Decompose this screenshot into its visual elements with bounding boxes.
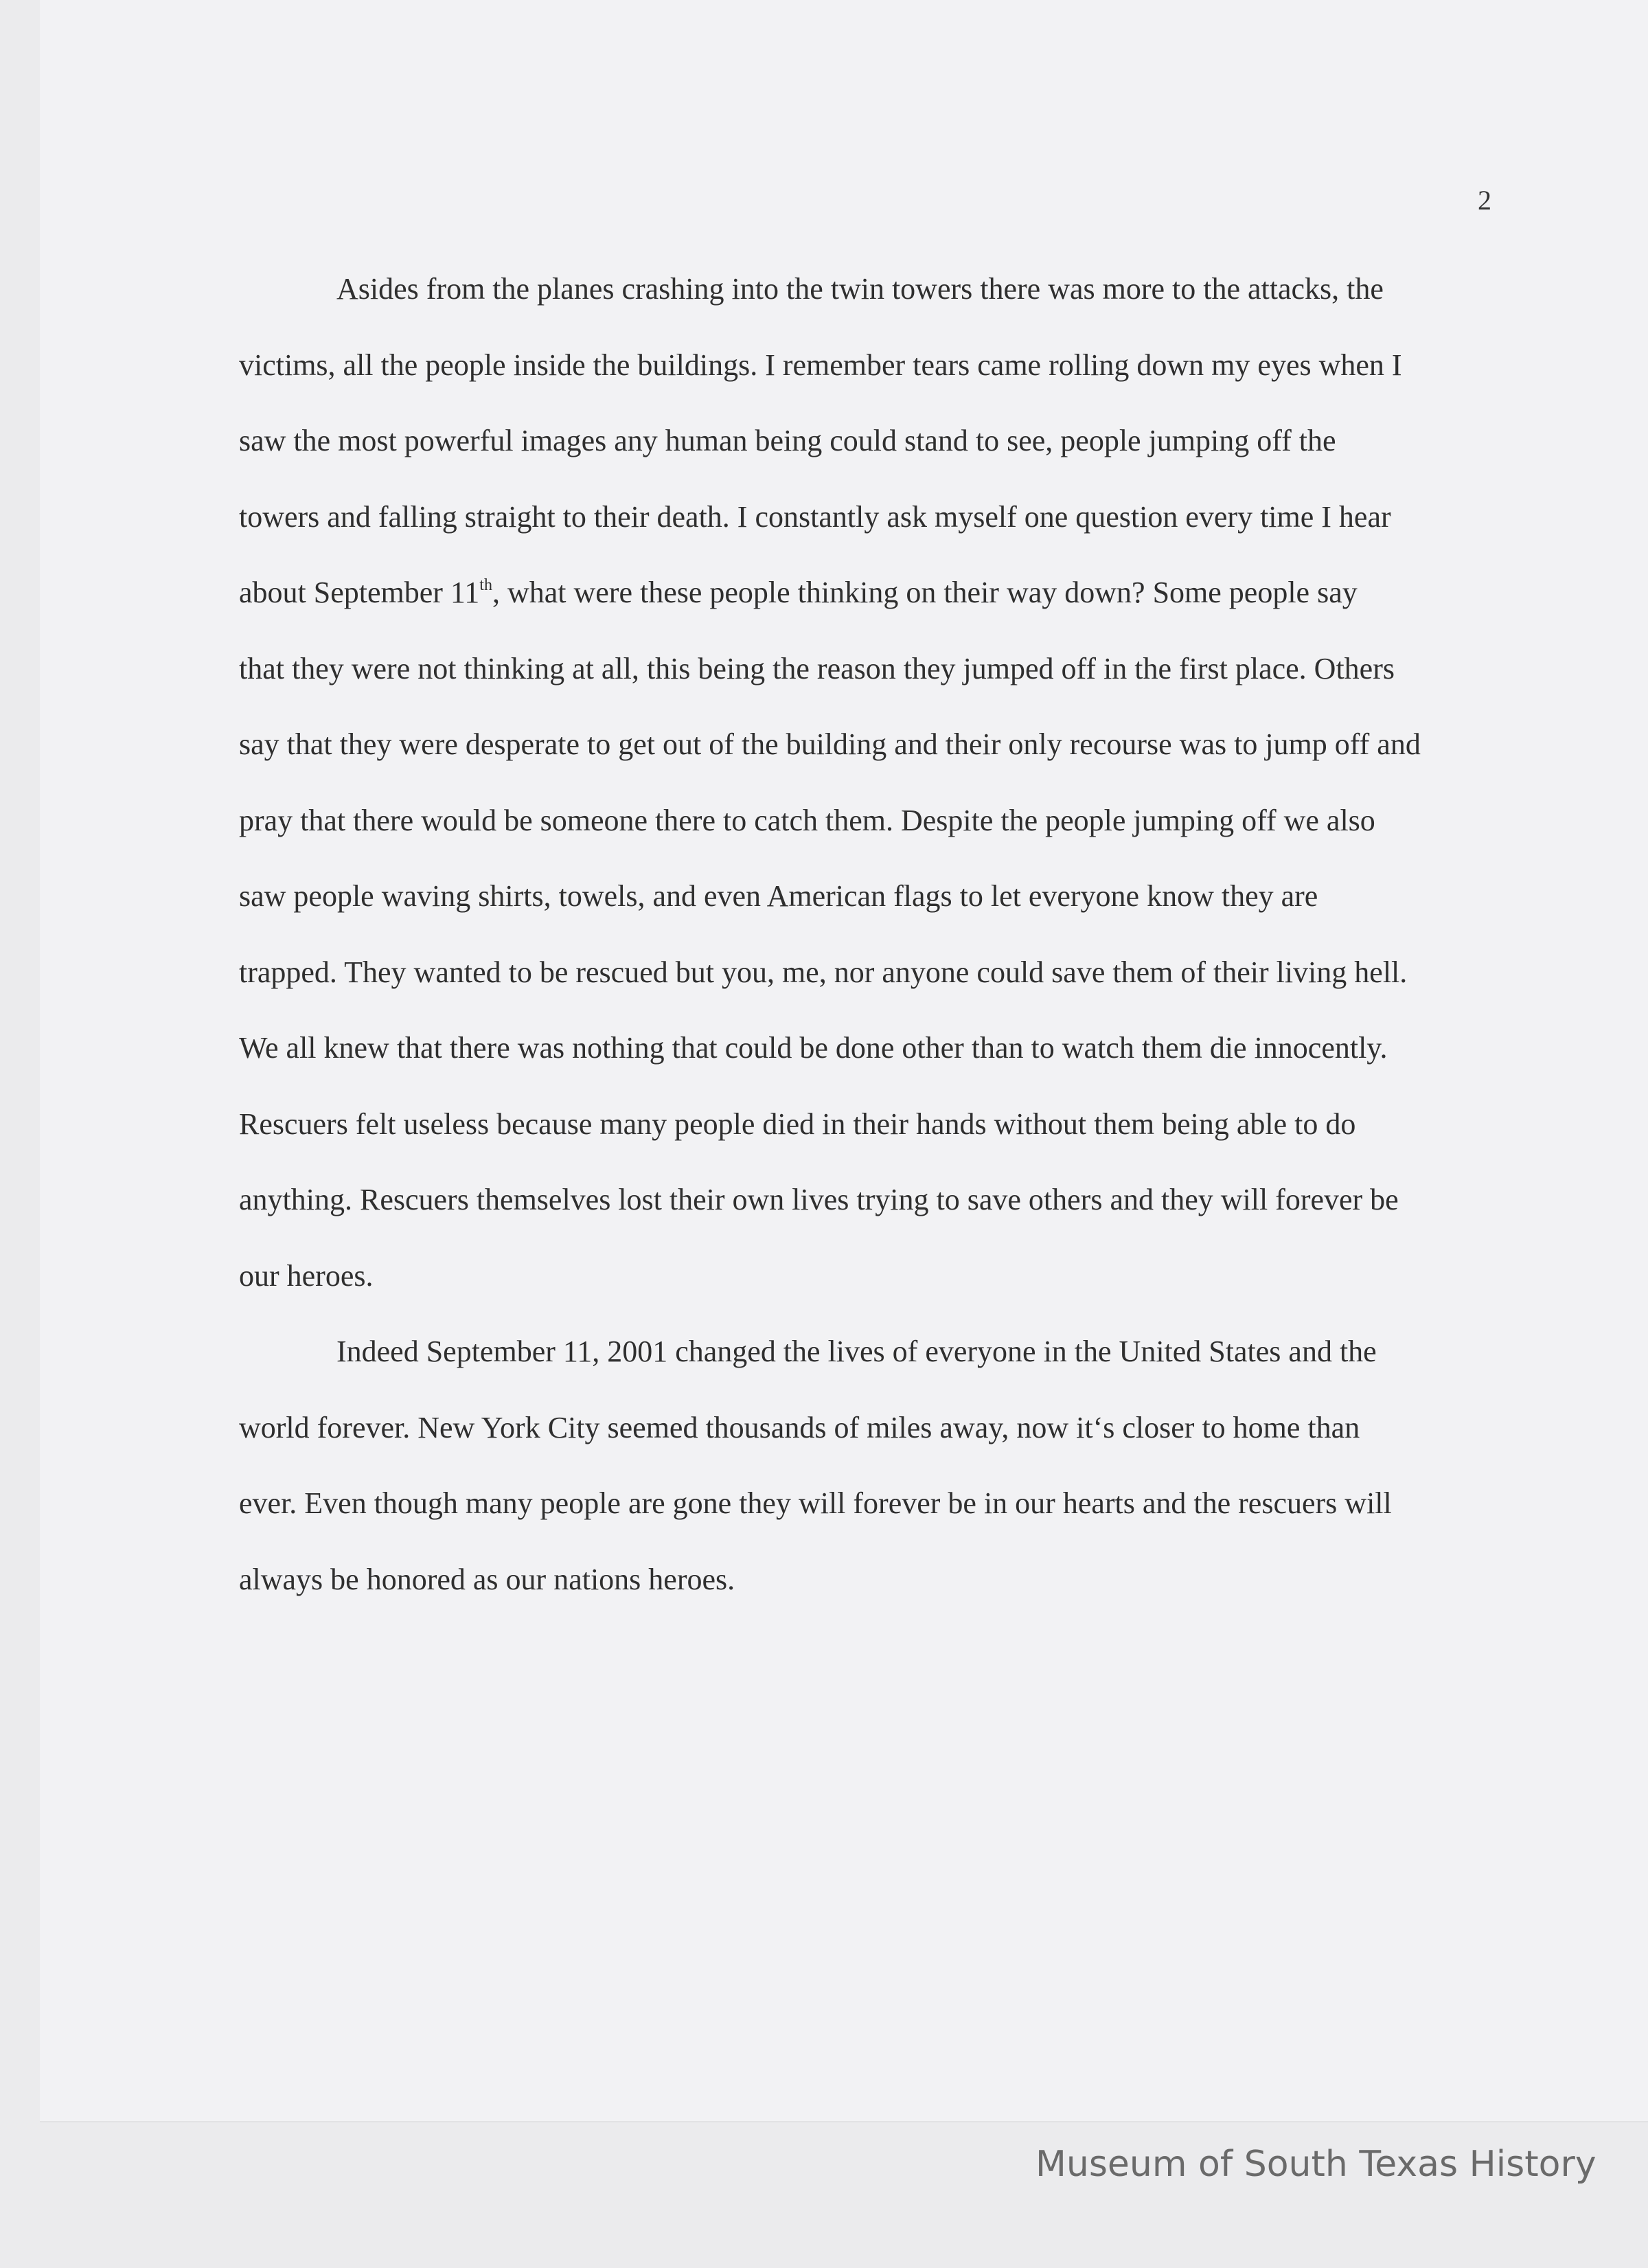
text-line: ever. Even though many people are gone they will forever be in our hearts and the rescuers will (239, 1486, 1392, 1520)
text-line: our heroes. (239, 1258, 374, 1293)
text-line: world forever. New York City seemed thousands of miles away, now it‘s closer to home than (239, 1410, 1360, 1444)
text-line: say that they were desperate to get out of the building and their only recourse was to jump off and (239, 727, 1421, 761)
text-line: victims, all the people inside the buildings. I remember tears came rolling down my eyes when I (239, 348, 1402, 382)
text-line: Indeed September 11, 2001 changed the lives of everyone in the United States and the (336, 1335, 1377, 1368)
text-segment: , what were these people thinking on their way down? Some people say (492, 576, 1358, 609)
text-line: Asides from the planes crashing into the twin towers there was more to the attacks, the (336, 272, 1384, 306)
text-line: always be honored as our nations heroes. (239, 1562, 735, 1596)
text-line-with-superscript (239, 555, 1502, 631)
text-line: that they were not thinking at all, this being the reason they jumped off in the first place. Others (239, 651, 1395, 685)
text-line: anything. Rescuers themselves lost their own lives trying to save others and they will forever be (239, 1183, 1399, 1216)
page-number: 2 (1478, 185, 1491, 216)
essay-body (239, 251, 1502, 1618)
text-line: We all knew that there was nothing that could be done other than to watch them die innocently. (239, 1031, 1388, 1065)
text-line: saw the most powerful images any human being could stand to see, people jumping off the (239, 424, 1336, 457)
text-segment: about September 11 (239, 576, 480, 609)
text-line: saw people waving shirts, towels, and even American flags to let everyone know they are (239, 879, 1318, 913)
ordinal-superscript: th (479, 576, 492, 594)
museum-watermark: Museum of South Texas History (1035, 2144, 1596, 2185)
text-line: towers and falling straight to their death. I constantly ask myself one question every time I hear (239, 499, 1391, 534)
text-line: pray that there would be someone there to catch them. Despite the people jumping off we also (239, 803, 1375, 837)
text-line: Rescuers felt useless because many people died in their hands without them being able to do (239, 1107, 1356, 1141)
text-line: trapped. They wanted to be rescued but you, me, nor anyone could save them of their living hell. (239, 955, 1408, 989)
